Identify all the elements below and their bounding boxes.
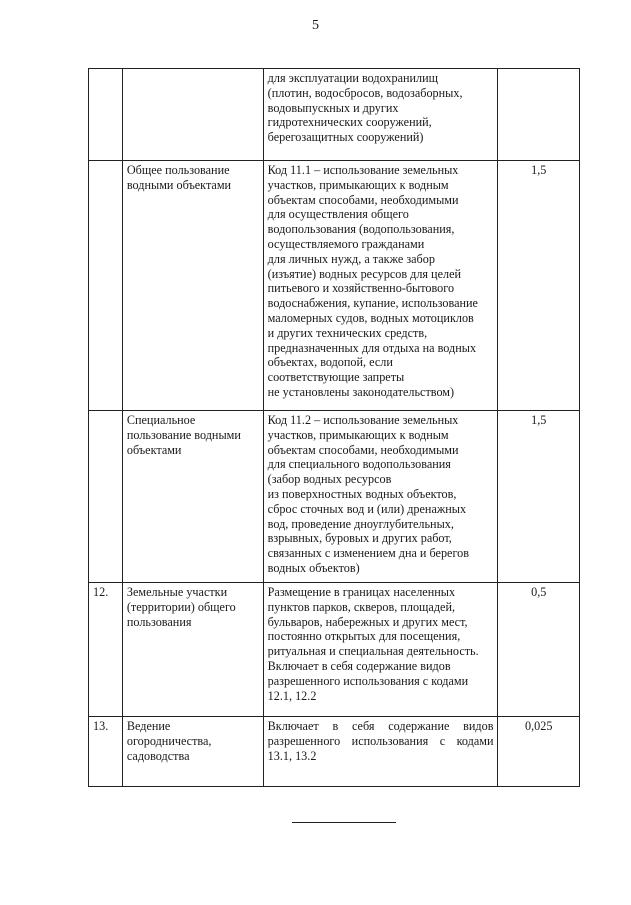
row-number-cell bbox=[89, 411, 123, 583]
description-line: маломерных судов, водных мотоциклов bbox=[267, 310, 474, 325]
description-line: участков, примыкающих к водным bbox=[267, 427, 449, 442]
table-row bbox=[89, 717, 580, 787]
land-use-table bbox=[88, 68, 580, 787]
row-number-cell bbox=[89, 161, 123, 411]
table-row bbox=[89, 583, 580, 717]
table-row bbox=[89, 69, 580, 161]
description-line: Включает в себя содержание видов bbox=[267, 658, 451, 673]
description-line: (забор водных ресурсов bbox=[267, 472, 392, 487]
description-line: ритуальная и специальная деятельность. bbox=[267, 644, 479, 659]
description-line: (плотин, водосбросов, водозаборных, bbox=[267, 85, 463, 100]
row-name-cell bbox=[122, 69, 263, 161]
description-line: участков, примыкающих к водным bbox=[267, 177, 449, 192]
description-line: для эксплуатации водохранилищ bbox=[267, 71, 439, 85]
description-line: осуществляемого гражданами bbox=[267, 236, 425, 251]
description-line: для личных нужд, а также забор bbox=[267, 251, 435, 266]
description-line: для специального водопользования bbox=[267, 457, 451, 472]
description-line: объектам способами, необходимыми bbox=[267, 192, 459, 207]
row-value-cell: 1,5 bbox=[498, 161, 580, 411]
name-line: (территории) общего bbox=[126, 599, 236, 614]
row-value-cell: 0,5 bbox=[498, 583, 580, 717]
description-line: объектам способами, необходимыми bbox=[267, 442, 459, 457]
row-number-cell: 13. bbox=[89, 717, 123, 787]
description-line: Размещение в границах населенных bbox=[267, 585, 456, 599]
row-description-cell bbox=[263, 583, 498, 717]
description-line: 12.1, 12.2 bbox=[267, 688, 317, 703]
row-description-cell bbox=[263, 69, 498, 161]
table-row bbox=[89, 411, 580, 583]
row-name-cell bbox=[122, 161, 263, 411]
row-number-cell bbox=[89, 69, 123, 161]
closing-rule bbox=[292, 822, 396, 823]
description-line: соответствующие запреты bbox=[267, 370, 405, 385]
name-line: водными объектами bbox=[126, 177, 232, 192]
name-line: Земельные участки bbox=[126, 585, 228, 599]
description-line: Код 11.2 – использование земельных bbox=[267, 413, 459, 427]
description-line: водных объектов) bbox=[267, 560, 360, 575]
description-line: связанных с изменением дна и берегов bbox=[267, 546, 469, 561]
description-line: Включает в себя содержание видов bbox=[267, 719, 494, 733]
description-line: берегозащитных сооружений) bbox=[267, 130, 424, 145]
page-number: 5 bbox=[312, 18, 319, 33]
description-line: (изъятие) водных ресурсов для целей bbox=[267, 266, 462, 281]
description-line: предназначенных для отдыха на водных bbox=[267, 340, 477, 355]
row-value-cell: 1,5 bbox=[498, 411, 580, 583]
description-line: сброс сточных вод и (или) дренажных bbox=[267, 501, 467, 516]
name-line: Специальное bbox=[126, 413, 196, 427]
description-line: пунктов парков, скверов, площадей, bbox=[267, 599, 456, 614]
row-value-cell bbox=[498, 69, 580, 161]
description-line: 13.1, 13.2 bbox=[267, 748, 317, 763]
description-line: разрешенного использования с кодами bbox=[267, 673, 469, 688]
name-line: огородничества, bbox=[126, 733, 212, 748]
row-name-cell bbox=[122, 411, 263, 583]
row-description-cell bbox=[263, 161, 498, 411]
description-line: и других технических средств, bbox=[267, 325, 428, 340]
description-line: гидротехнических сооружений, bbox=[267, 115, 432, 130]
description-line: питьевого и хозяйственно-бытового bbox=[267, 281, 455, 296]
description-line: водопользования (водопользования, bbox=[267, 222, 455, 237]
description-line: водовыпускных и других bbox=[267, 100, 399, 115]
description-line: Код 11.1 – использование земельных bbox=[267, 163, 459, 177]
description-line: объектах, водопой, если bbox=[267, 355, 393, 370]
name-line: Общее пользование bbox=[126, 163, 230, 177]
name-line: Ведение bbox=[126, 719, 171, 733]
row-description-cell bbox=[263, 717, 498, 787]
row-name-cell bbox=[122, 717, 263, 787]
description-line: из поверхностных водных объектов, bbox=[267, 486, 457, 501]
description-line: вод, проведение дноуглубительных, bbox=[267, 516, 454, 531]
description-line: не установлены законодательством) bbox=[267, 384, 455, 399]
name-line: объектами bbox=[126, 442, 182, 457]
row-name-cell bbox=[122, 583, 263, 717]
description-line: для осуществления общего bbox=[267, 207, 409, 222]
description-line: водоснабжения, купание, использование bbox=[267, 296, 478, 311]
name-line: пользования bbox=[126, 614, 192, 629]
name-line: пользование водными bbox=[126, 427, 241, 442]
row-description-cell bbox=[263, 411, 498, 583]
description-line: бульваров, набережных и других мест, bbox=[267, 614, 468, 629]
name-line: садоводства bbox=[126, 748, 190, 763]
description-line: постоянно открытых для посещения, bbox=[267, 629, 461, 644]
description-line: разрешенного использования с кодами bbox=[267, 733, 494, 748]
table-body bbox=[89, 69, 580, 787]
description-line: взрывных, буровых и других работ, bbox=[267, 531, 452, 546]
table-row bbox=[89, 161, 580, 411]
row-number-cell: 12. bbox=[89, 583, 123, 717]
row-value-cell: 0,025 bbox=[498, 717, 580, 787]
